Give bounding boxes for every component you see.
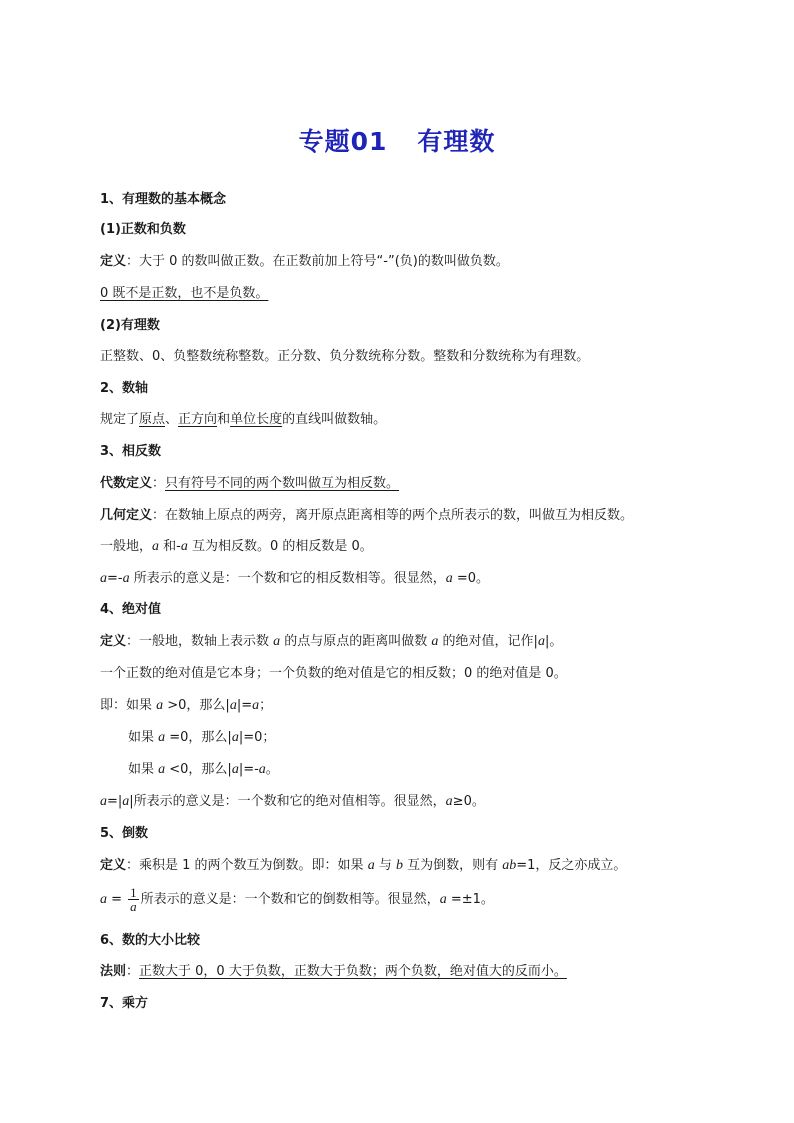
opposite-meaning [100,570,489,588]
algebraic-definition [100,475,399,493]
absolute-rules: 一个正数的绝对值是它本身；一个负数的绝对值是它的相反数；0 的绝对值是 0。 [100,666,567,681]
absolute-case-zero [128,729,275,747]
definition-label: 定义 [100,634,127,649]
section-1-heading: 1、有理数的基本概念 [100,192,227,207]
variable-a: a [231,730,239,745]
variable-a: a [100,892,107,907]
section-6-heading: 6、数的大小比较 [100,933,201,948]
variable-a: a [156,698,164,713]
text-fragment: 如果 [128,762,159,777]
fraction-denominator: a [130,899,137,914]
definition-positive-negative [100,253,509,271]
text-fragment: 、 [165,412,179,427]
text-fragment: <0，那么| [165,762,232,777]
text-fragment: 规定了 [100,412,140,427]
text-fragment: 互为倒数，则有 [402,858,503,873]
geometric-text: ：在数轴上原点的两旁，离开原点距离相等的两个点所表示的数，叫做互为相反数。 [152,508,634,523]
text-fragment: =- [107,571,123,586]
section-2-heading: 2、数轴 [100,381,149,396]
text-fragment: ： [152,476,166,491]
text-fragment: =±1。 [446,892,494,907]
variable-a: a [367,858,375,873]
subsection-positive-negative: (1)正数和负数 [100,222,186,237]
rational-text: 正整数、0、负整数统称整数。正分数、负分数统称分数。整数和分数统称为有理数。 [100,349,590,364]
text-fragment: 互为相反数。0 的相反数是 0。 [187,539,373,554]
variable-ab: ab [502,858,517,873]
title-topic: 有理数 [417,127,496,156]
text-fragment: |=0； [238,730,276,745]
variable-a: a [180,539,188,554]
page-title [0,122,794,158]
text-fragment: ：一般地，数轴上表示数 [126,634,274,649]
text-fragment: 。 [265,762,279,777]
variable-a: a [122,794,130,809]
variable-a: a [439,892,447,907]
absolute-definition [100,633,562,651]
absolute-case-negative [128,761,279,779]
text-fragment: 所表示的意义是：一个数和它的倒数相等。很显然， [140,892,440,907]
opposite-general [100,538,373,556]
variable-a: a [537,634,545,649]
reciprocal-definition [100,857,626,875]
text-fragment: 一般地， [100,539,153,554]
text-fragment: |=- [238,762,259,777]
text-fragment: 和- [159,539,181,554]
variable-a: a [431,634,439,649]
variable-a: a [122,571,130,586]
variable-a: a [100,571,107,586]
text-fragment: =| [107,794,123,809]
positive-direction-term: 正方向 [178,412,218,427]
reciprocal-meaning [100,885,494,915]
text-fragment: ≥0。 [452,794,485,809]
text-fragment: =0，那么| [165,730,232,745]
text-fragment: |。 [544,634,563,649]
variable-a: a [258,762,266,777]
definition-label: 定义 [100,254,127,269]
origin-term: 原点 [139,412,166,427]
section-5-heading: 5、倒数 [100,826,149,841]
geometric-definition [100,507,633,525]
unit-length-term: 单位长度 [230,412,283,427]
text-fragment: |= [236,698,253,713]
variable-a: a [152,539,160,554]
text-fragment: 与 [374,858,396,873]
text-fragment: 的绝对值，记作| [438,634,538,649]
variable-a: a [158,762,166,777]
text-fragment: 如果 [128,730,159,745]
text-fragment: 的直线叫做数轴。 [282,412,387,427]
text-fragment: 即：如果 [100,698,157,713]
text-fragment: ： [126,964,140,979]
number-line-definition [100,411,386,429]
variable-a: a [252,698,260,713]
text-fragment: =0。 [452,571,490,586]
text-fragment: ； [259,698,273,713]
absolute-case-positive [100,697,272,715]
variable-b: b [395,858,403,873]
text-fragment: |所表示的意义是：一个数和它的绝对值相等。很显然， [129,794,446,809]
variable-a: a [231,762,239,777]
section-3-heading: 3、相反数 [100,444,162,459]
text-fragment: >0，那么| [163,698,230,713]
text-fragment: 的点与原点的距离叫做数 [280,634,432,649]
variable-a: a [273,634,281,649]
fraction-one-over-a [128,886,139,913]
comparison-rule [100,963,567,981]
variable-a: a [100,794,107,809]
subsection-rational: (2)有理数 [100,318,160,333]
definition-label: 定义 [100,858,127,873]
absolute-meaning [100,793,485,811]
text-fragment: ：乘积是 1 的两个数互为倒数。即：如果 [126,858,368,873]
algebraic-label: 代数定义 [100,476,153,491]
variable-a: a [229,698,237,713]
section-7-heading: 7、乘方 [100,996,149,1011]
title-main: 专题01 [298,127,388,156]
text-fragment: 和 [217,412,231,427]
variable-a: a [158,730,166,745]
equals-sign: = [107,892,127,907]
algebraic-text: 只有符号不同的两个数叫做互为相反数。 [165,476,400,491]
text-fragment: =1，反之亦成立。 [516,858,627,873]
geometric-label: 几何定义 [100,508,153,523]
text-fragment: 所表示的意义是：一个数和它的相反数相等。很显然， [129,571,446,586]
definition-text: ：大于 0 的数叫做正数。在正数前加上符号“-”(负)的数叫做负数。 [126,254,509,269]
rule-label: 法则 [100,964,127,979]
variable-a: a [445,571,453,586]
zero-note: 0 既不是正数，也不是负数。 [100,286,269,301]
variable-a: a [445,794,453,809]
section-4-heading: 4、绝对值 [100,602,162,617]
rule-text: 正数大于 0，0 大于负数，正数大于负数；两个负数，绝对值大的反而小。 [139,964,567,979]
fraction-numerator: 1 [130,885,137,900]
